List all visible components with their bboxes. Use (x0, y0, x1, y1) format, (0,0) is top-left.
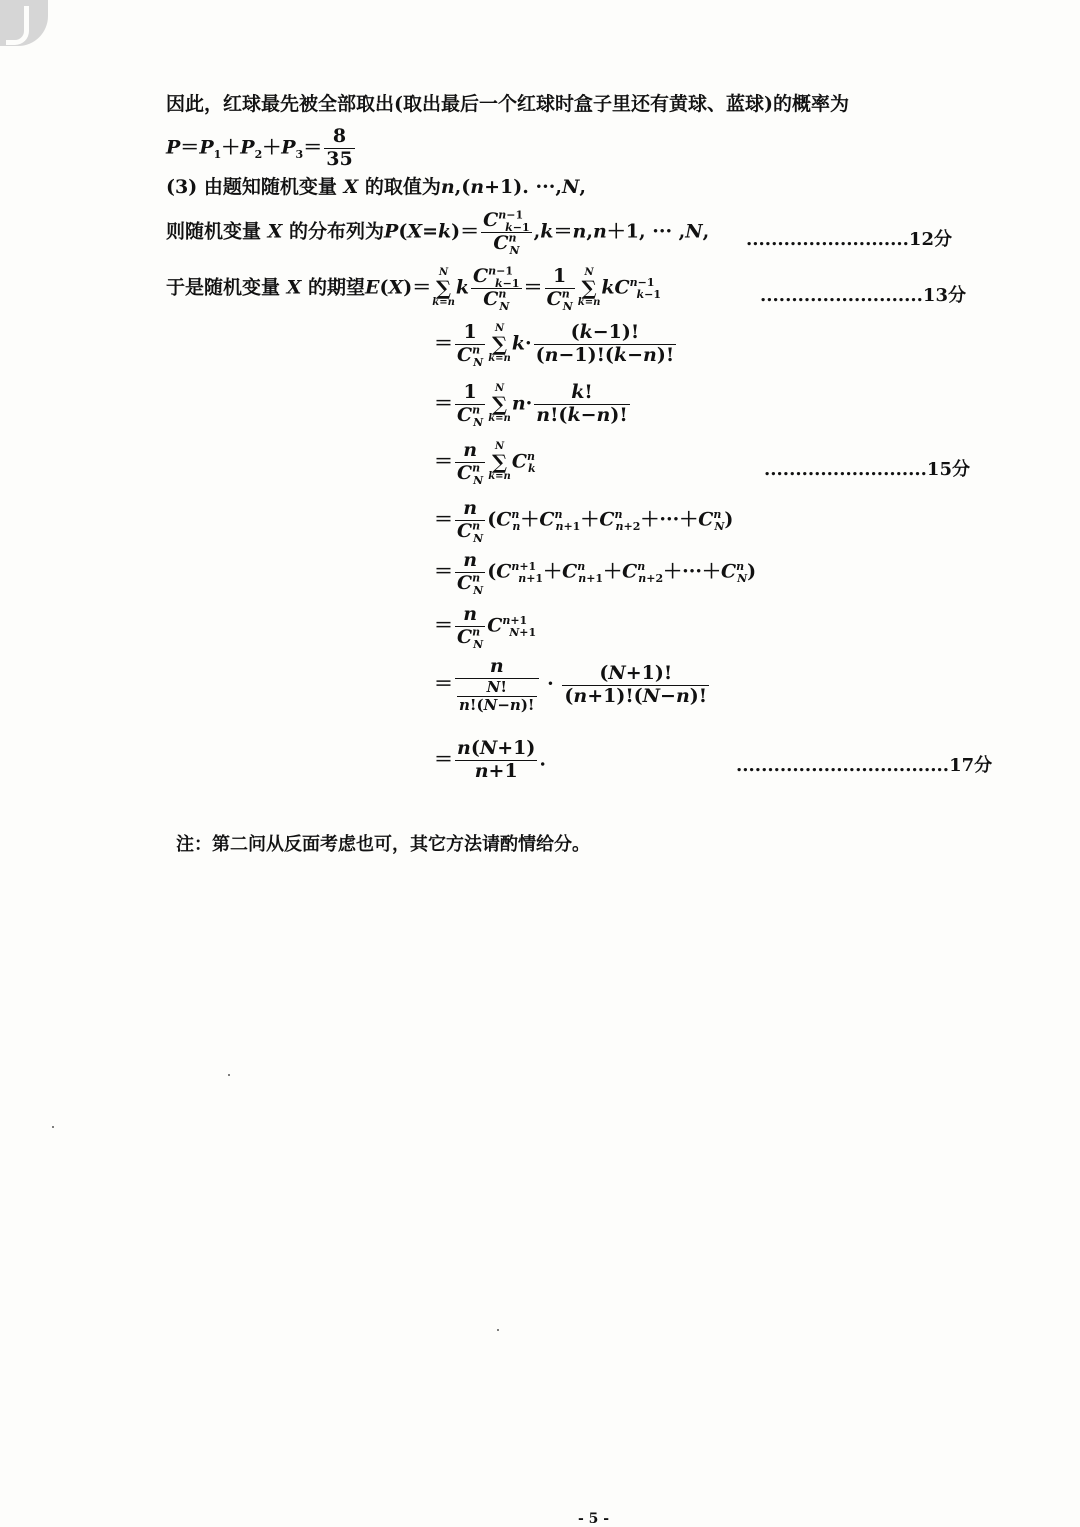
page-number: - 5 - (578, 1511, 610, 1527)
score-17: ..................................17分 (736, 755, 993, 776)
step-7: ＝ $\frac{n}{\frac{N!}{n!(N-n)!}}$ · $\frac{(N+1)!}{(n+1)!(N-n)!}$ (434, 655, 708, 715)
score-12: ..........................12分 (746, 229, 952, 250)
scan-speck (497, 1329, 499, 1331)
step-6: ＝ $\frac{n}{C^n_N}$ $C^{n+1}_{N+1}$ (434, 603, 537, 651)
corner-tab-graphic (0, 0, 48, 46)
intro-text: 因此，红球最先被全部取出(取出最后一个红球时盒子里还有黄球、蓝球)的概率为 (166, 93, 849, 115)
step-4: ＝ $\frac{n}{C^n_N}$ $(C^n_n+C^n_{n+1}+C^n_{n+2}+\cdot\cdot\cdot+C^n_N)$ (434, 497, 734, 545)
scan-speck (228, 1074, 230, 1076)
expectation-line: 于是随机变量 X 的期望E(X)＝ N ∑ k=n k $\frac{C^{n-1}_{k-1}}{C^n_N}$ ＝ $\frac{1}{C^n_N}$ N ∑ k=n $kC^{n-1}_{k-1}$ (166, 264, 662, 313)
score-13: ..........................13分 (760, 285, 966, 306)
step-8: ＝ $\frac{n(N+1)}{n+1}$ . (434, 737, 546, 782)
probability-result: $P=P_1+P_2+P_3=$ $\frac{8}{35}$ (166, 125, 353, 170)
step-2: ＝ $\frac{1}{C^n_N}$ N ∑ k=n n· $\frac{k!}{n!(k-n)!}$ (434, 381, 628, 429)
step-1: ＝ $\frac{1}{C^n_N}$ N ∑ k=n k· $\frac{(k-1)!}{(n-1)!(k-n)!}$ (434, 321, 675, 369)
note-text: 注：第二问从反面考虑也可，其它方法请酌情给分。 (176, 834, 590, 855)
step-3: ＝ $\frac{n}{C^n_N}$ N ∑ k=n $C^n_k$ (434, 439, 536, 487)
distribution-line: 则随机变量 X 的分布列为P(X=k)＝ $\frac{C^{n-1}_{k-1}}{C^n_N}$ ,k＝n,n＋1, ··· ,N, (166, 208, 710, 257)
step-5: ＝ $\frac{n}{C^n_N}$ $(C^{n+1}_{n+1}+C^n_{n+1}+C^n_{n+2}+\cdot\cdot\cdot+C^n_N)$ (434, 549, 757, 597)
scan-speck (52, 1126, 54, 1128)
part3-line: (3) 由题知随机变量 X 的取值为n,(n+1). ···,N, (166, 176, 586, 198)
score-15: ..........................15分 (764, 459, 970, 480)
